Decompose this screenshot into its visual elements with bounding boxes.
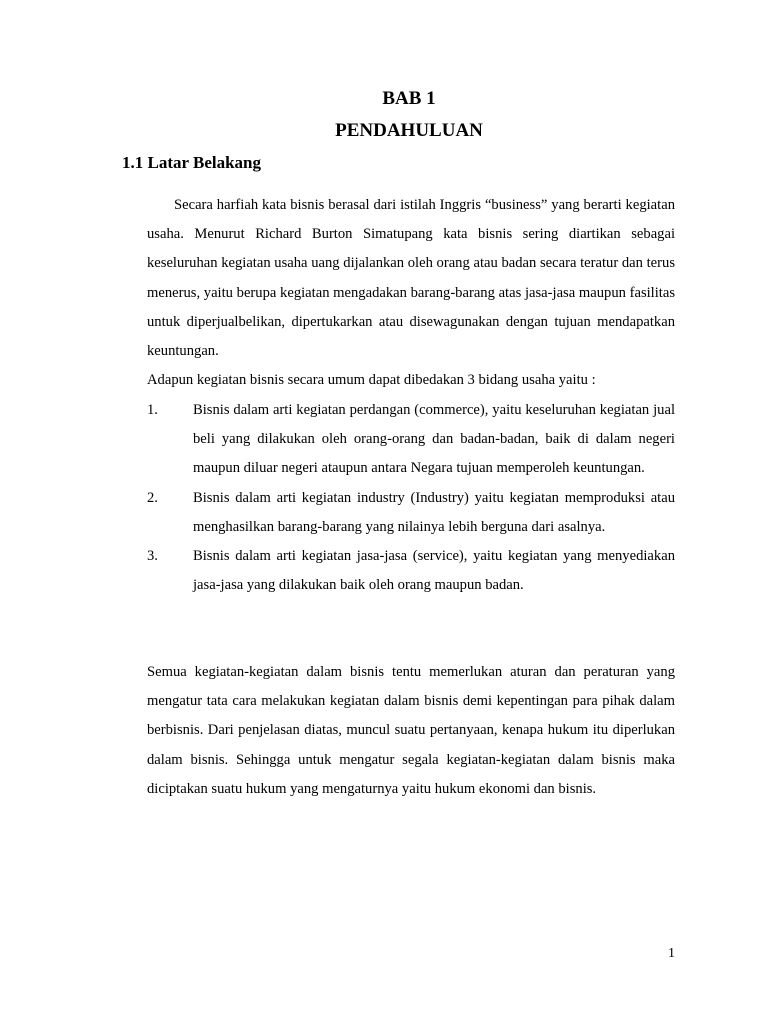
list-item-text: Bisnis dalam arti kegiatan perdangan (commerce), yaitu keseluruhan kegiatan jual beli yang dilakukan oleh orang-orang dan badan-badan, baik di dalam negeri maupun diluar negeri ataupun antara Negara tujuan memperoleh keuntungan. (193, 402, 675, 477)
paragraph-list-intro: Adapun kegiatan bisnis secara umum dapat dibedakan 3 bidang usaha yaitu : (147, 372, 596, 388)
list-item-text: Bisnis dalam arti kegiatan industry (Industry) yaitu kegiatan memproduksi atau menghasilkan barang-barang yang nilainya lebih berguna dari asalnya. (193, 489, 675, 535)
list-item (147, 484, 675, 542)
business-types-list (147, 396, 675, 600)
list-item-text: Bisnis dalam arti kegiatan jasa-jasa (service), yaitu kegiatan yang menyediakan jasa-jasa yang dilakukan baik oleh orang maupun badan. (193, 548, 675, 594)
list-item-number: 1. (147, 402, 158, 418)
paragraph-intro: Secara harfiah kata bisnis berasal dari istilah Inggris “business” yang berarti kegiatan usaha. Menurut Richard Burton Simatupang kata bisnis sering diartikan sebagai keseluruhan kegiatan usaha uang dijalankan oleh orang atau badan secara teratur dan terus menerus, yaitu berupa kegiatan mengadakan barang-barang atas jasa-jasa maupun fasilitas untuk diperjualbelikan, dipertukarkan atau disewagunakan dengan tujuan mendapatkan keuntungan. (147, 197, 675, 360)
list-item (147, 542, 675, 600)
list-item (147, 396, 675, 484)
list-item-number: 3. (147, 548, 158, 565)
paragraph-conclusion: Semua kegiatan-kegiatan dalam bisnis tentu memerlukan aturan dan peraturan yang mengatur tata cara melakukan kegiatan dalam bisnis demi kepentingan para pihak dalam berbisnis. Dari penjelasan diatas, muncul suatu pertanyaan, kenapa hukum itu diperlukan dalam bisnis. Sehingga untuk mengatur segala kegiatan-kegiatan dalam bisnis maka diciptakan suatu hukum yang mengaturnya yaitu hukum ekonomi dan bisnis. (147, 664, 675, 797)
page-number: 1 (668, 946, 675, 961)
section-heading: 1.1 Latar Belakang (122, 153, 262, 172)
list-item-number: 2. (147, 489, 158, 506)
chapter-number: BAB 1 (382, 88, 436, 109)
chapter-title: PENDAHULUAN (335, 120, 483, 141)
